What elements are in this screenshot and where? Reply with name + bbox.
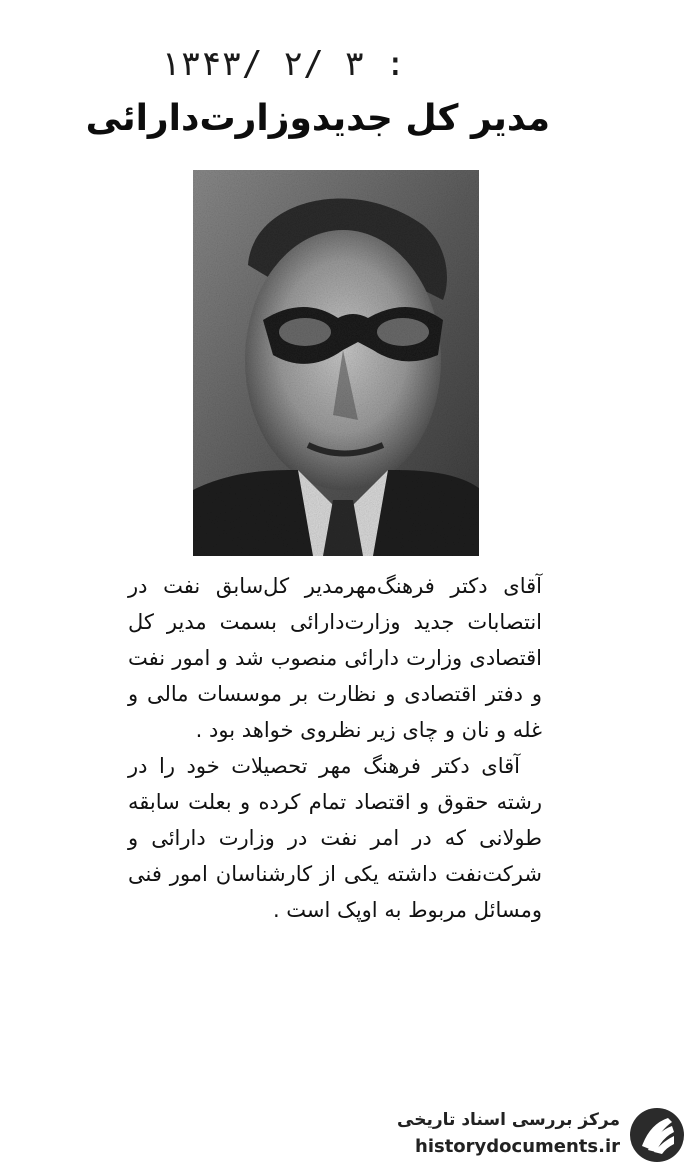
article-paragraph: آقای دکتر فرهنگ مهر تحصیلات خود را در رشته حقوق و اقتصاد تمام کرده و بعلت سابقه طولانی که در امر نفت در وزارت دارائی و شرکت‌نفت داشته یکی از کارشناسان امور فنی ومسائل مربوط به اوپک است . xyxy=(128,754,542,922)
article-headline: مدیر کل جدیدوزارت‌دارائی xyxy=(85,98,550,139)
archive-watermark xyxy=(386,1104,686,1166)
handwritten-date: ۱۳۴۳/ ۲/ ۳ : xyxy=(160,44,406,84)
article-paragraph: آقای دکتر فرهنگ‌مهرمدیر کل‌سابق نفت در انتصابات جدید وزارت‌دارائی بسمت مدیر کل اقتصادی وزارت دارائی منصوب شد و امور نفت و دفتر اقتصادی و نظارت بر موسسات مالی و غله و نان و چای زیر نظروی خواهد بود . xyxy=(128,574,542,742)
book-logo-icon xyxy=(628,1106,686,1164)
article-body xyxy=(128,568,542,928)
archive-name: مرکز بررسی اسناد تاریخی xyxy=(397,1110,620,1130)
archive-website[interactable]: historydocuments.ir xyxy=(415,1136,620,1157)
portrait-photo xyxy=(193,170,479,556)
